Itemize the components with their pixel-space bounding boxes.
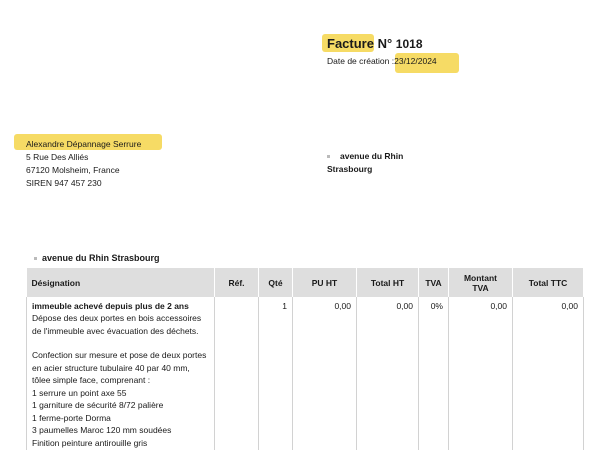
recipient-street-line (327, 150, 403, 163)
header-designation: Désignation (27, 268, 215, 297)
desc-line: en acier structure tubulaire 40 par 40 mm, (32, 362, 190, 373)
desc-spacer (32, 337, 209, 349)
desc-line: Confection sur mesure et pose de deux portes (32, 350, 207, 360)
table-row (27, 297, 584, 450)
desc-line: 1 garniture de sécurité 8/72 palière (32, 400, 164, 410)
row-total-ht: 0,00 (357, 297, 419, 450)
header-total-ttc: Total TTC (513, 268, 584, 297)
desc-line: 3 paumelles Maroc 120 mm soudées (32, 425, 172, 435)
row-total-ttc: 0,00 (513, 297, 584, 450)
sender-siren: SIREN 947 457 230 (26, 178, 102, 188)
header-qty: Qté (259, 268, 293, 297)
row-qty: 1 (259, 297, 293, 450)
header-montant-tva (449, 268, 513, 297)
site-address-marker (34, 257, 37, 260)
header-montant-tva-line2: TVA (472, 282, 489, 293)
sender-city: 67120 Molsheim, France (26, 165, 120, 175)
desc-line: de l'immeuble avec évacuation des déchets. (32, 325, 199, 336)
header-tva: TVA (419, 268, 449, 297)
row-ref (215, 297, 259, 450)
header-pu-ht: PU HT (293, 268, 357, 297)
desc-line: Finition peinture antirouille gris (32, 437, 148, 448)
row-designation (27, 297, 215, 450)
invoice-title-label: Facture N° (327, 36, 393, 51)
sender-block (26, 138, 141, 190)
header-montant-tva-line1: Montant (463, 272, 498, 283)
header-total-ht: Total HT (357, 268, 419, 297)
sender-name: Alexandre Dépannage Serrure (26, 139, 142, 149)
recipient-street: avenue du Rhin (340, 151, 404, 161)
items-table (26, 268, 584, 450)
sender-street: 5 Rue Des Alliés (26, 152, 89, 162)
recipient-block (327, 150, 403, 176)
invoice-number: 1018 (395, 37, 423, 51)
creation-date-value: 23/12/2024 (394, 56, 437, 66)
desc-line: 1 serrure un point axe 55 (32, 387, 127, 398)
recipient-city: Strasbourg (327, 164, 373, 174)
row-pu-ht: 0,00 (293, 297, 357, 450)
row-montant-tva: 0,00 (449, 297, 513, 450)
creation-date (327, 56, 437, 66)
table-header-row (27, 268, 584, 297)
header-ref: Réf. (215, 268, 259, 297)
recipient-marker (327, 155, 330, 158)
row-tva: 0% (419, 297, 449, 450)
creation-date-label: Date de création : (327, 56, 395, 66)
invoice-title (327, 36, 423, 51)
site-address (34, 253, 160, 263)
row-title: immeuble achevé depuis plus de 2 ans (32, 301, 189, 311)
desc-line: tôlee simple face, comprenant : (32, 375, 151, 385)
desc-line: 1 ferme-porte Dorma (32, 412, 111, 423)
desc-line: Dépose des deux portes en bois accessoires (32, 313, 202, 323)
site-address-text: avenue du Rhin Strasbourg (42, 253, 160, 263)
